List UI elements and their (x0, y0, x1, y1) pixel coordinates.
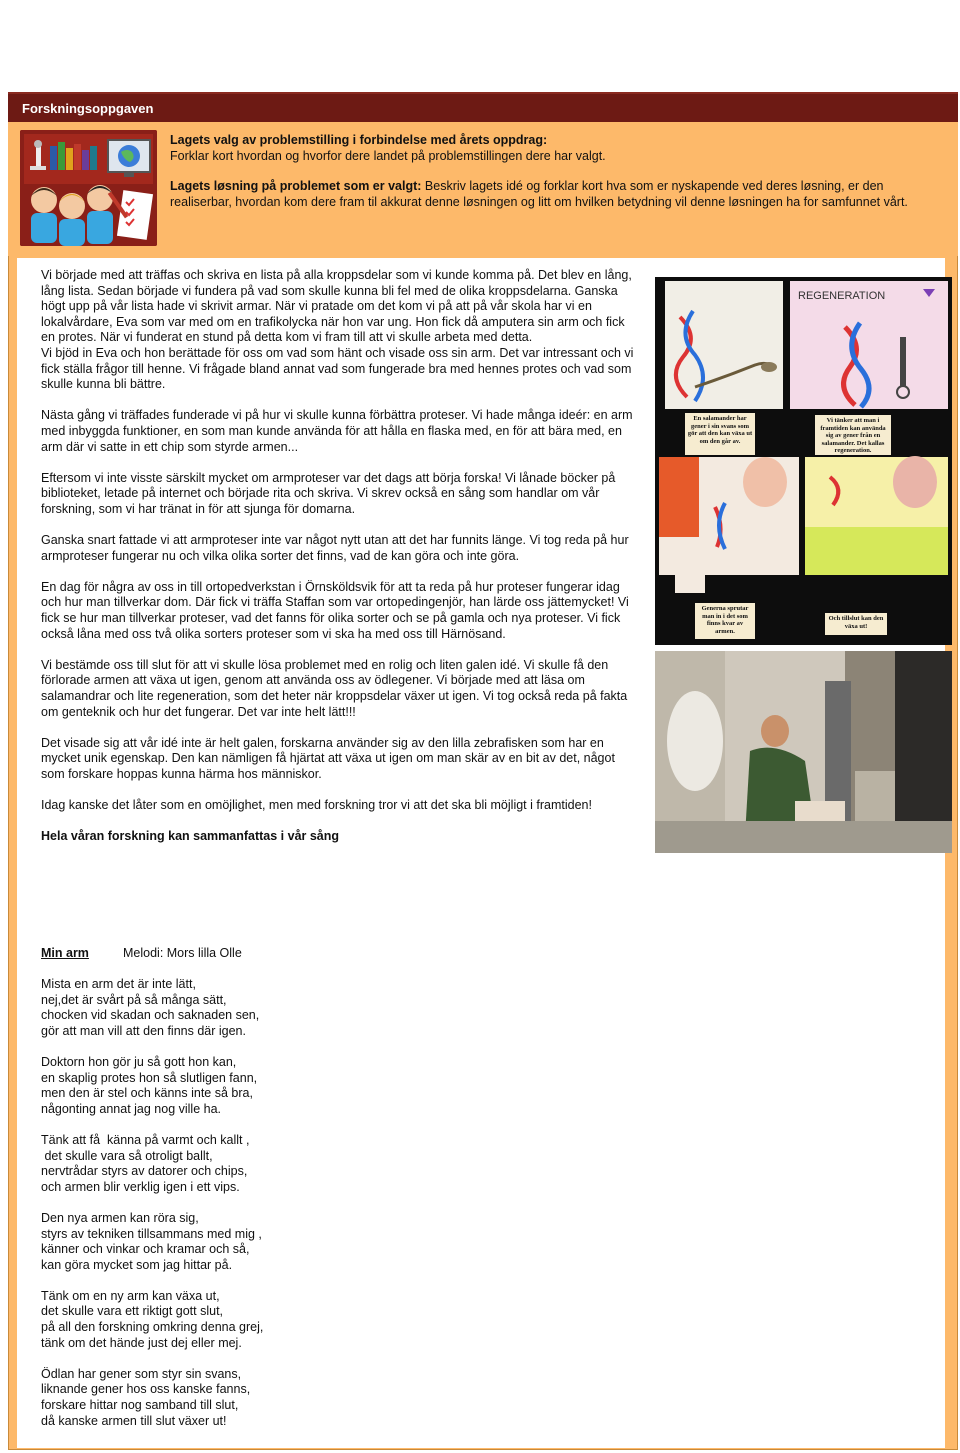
poem-title: Min arm (41, 946, 89, 960)
globe-monitor-icon (108, 140, 150, 177)
poem-line: forskare hittar nog samband till slut, (41, 1398, 239, 1413)
poem (41, 977, 441, 1445)
poem-line: gör att man vill att den finns där igen. (41, 1023, 246, 1038)
poem-stanza (41, 1133, 441, 1195)
note-salamander: En salamander har gener i sin svans som gör att den kan växa ut om den går av. (685, 413, 755, 455)
note-genes: Generna sprutar man in i det som finns kvar av armen. (695, 603, 755, 639)
poem-line: Den nya armen kan röra sig, (41, 1210, 199, 1225)
header-text (170, 133, 948, 210)
poem-line: chocken vid skadan och saknaden sen, (41, 1008, 260, 1023)
regeneration-heading: REGENERATION (798, 290, 886, 302)
solution-description: Beskriv lagets idé og forklar kort hva som er nyskapende ved deres løsning, er den realiserbar, hvordan kom dere fram til akkurat denne løsningen og litt om hvilken betydning vil denne løsningen ha for samfunnet vårt. (170, 179, 908, 209)
poem-stanza (41, 1211, 441, 1273)
kids-icon (31, 185, 113, 246)
problem-label: Lagets valg av problemstilling i forbindelse med årets oppdrag: (170, 133, 548, 147)
workshop-photo-image (655, 651, 952, 853)
poem-line: Doktorn hon gör ju så gott hon kan, (41, 1054, 237, 1069)
drawings-collage-image (655, 277, 952, 645)
poem-line: liknande gener hos oss kanske fanns, (41, 1382, 251, 1397)
poem-line: på all den forskning omkring denna grej, (41, 1320, 264, 1335)
poem-line: kan göra mycket som jag hittar på. (41, 1257, 233, 1272)
paragraph: Nästa gång vi träffades funderade vi på hur vi skulle kunna förbättra proteser. Vi hade många ideér: en arm med inbyggda funktioner, en som man kunde använda för att hålla en flaska med, en för att bära med, en arm där vi satte in ett chip som styrde armen... (41, 408, 633, 454)
poem-line: styrs av tekniken tillsammans med mig , (41, 1226, 262, 1241)
poem-line: nej,det är svårt på så många sätt, (41, 992, 227, 1007)
poem-stanza (41, 1289, 441, 1351)
solution-label: Lagets løsning på problemet som er valgt: (170, 179, 422, 193)
poem-line: Ödlan har gener som styr sin svans, (41, 1366, 242, 1381)
paragraph: Vi började med att träffas och skriva en lista på alla kroppsdelar som vi kunde komma på. Det blev en lång, lång lista. Sedan började vi fundera på vad som skulle kunna bli fel med de olika kroppsdelarna. Ganska högt upp på vår lista hade vi skrivit armar. När vi pratade om det kom vi på att på vår skola har vi en lokalvårdare, Eva som var med om en trafikolycka när hon var ung. Hon fick då amputera sin arm och fick en protes. När vi funderat en stund på detta kom vi fram till att vi skulle arbeta med detta. (41, 268, 632, 345)
poem-melody: Melodi: Mors lilla Olle (123, 946, 242, 960)
paragraph: Idag kanske det låter som en omöjlighet, men med forskning tror vi att det ska bli möjligt i framtiden! (41, 798, 592, 813)
poem-line: någonting annat jag nog ville ha. (41, 1101, 222, 1116)
section-title: Forskningsoppgaven (22, 101, 154, 116)
poem-line: en skaplig protes hon så slutligen fann, (41, 1070, 258, 1085)
poem-line: nervtrådar styrs av datorer och chips, (41, 1164, 248, 1179)
research-illustration-icon (20, 130, 157, 246)
workshop-photo (655, 651, 952, 853)
research-illustration (20, 130, 157, 246)
poem-line: då kanske armen till slut växer ut! (41, 1413, 227, 1428)
paragraph: Vi bjöd in Eva och hon berättade för oss om vad som hänt och visade oss sin arm. Det var intressant och vi fick ställa frågor till henne. Vi frågade bland annat vad som fungerade bra med hennes protes och vad som skulle kunna bli bättre. (41, 345, 634, 392)
note-future: Vi tänker att man i framtiden kan använda sig av gener från en salamander. Det kallas regeneration. (815, 415, 891, 455)
section-titlebar (8, 92, 958, 122)
body-text (41, 268, 641, 861)
poem-line: men den är stel och känns inte så bra, (41, 1086, 253, 1101)
summary-line: Hela våran forskning kan sammanfattas i vår sång (41, 829, 340, 844)
paragraph: En dag för några av oss in till ortopedverkstan i Örnsköldsvik för att ta reda på hur proteser fungerar idag och hur man tillverkar dom. Där fick vi träffa Staffan som var ortopedingenjör, han lärde oss jättemycket! Vi fick se hur man tillverkar proteser, vad det fanns för olika sorter och se på gamla och nya proteser. Vi fick också låna med oss två olika sorters proteser som vi ska ha med oss till Härnösand. (41, 579, 629, 641)
paragraph: Eftersom vi inte visste särskilt mycket om armproteser var det dags att börja forska! Vi lånade böcker på biblioteket, letade på internet och började rita och skriva. Vi skrev också en sång som handlar om vår forskning, som vi har tränat in för att sjunga för domarna. (41, 470, 616, 516)
drawings-collage (655, 277, 952, 645)
poem-line: Tänk om en ny arm kan växa ut, (41, 1288, 220, 1303)
poem-line: känner och vinkar och kramar och så, (41, 1242, 250, 1257)
poem-stanza (41, 1055, 441, 1117)
poem-line: Mista en arm det är inte lätt, (41, 977, 196, 991)
poem-line: det skulle vara ett riktigt gott slut, (41, 1304, 224, 1319)
poem-line: det skulle vara så otroligt ballt, (41, 1148, 213, 1163)
paragraph: Ganska snart fattade vi att armproteser inte var något nytt utan att det har funnits länge. Vi tog reda på hur armproteser fungerar nu och vilka olika sorter det finns, vad de kan göra och inte göra. (41, 533, 629, 563)
poem-line: och armen blir verklig igen i ett vips. (41, 1179, 240, 1194)
paragraph: Det visade sig att vår idé inte är helt galen, forskarna använder sig av den lilla zebrafisken som har en mycket unik egenskap. Den kan nämligen få hjärtat att växa ut igen om man skär av en bit av det, något som forskare hoppas kunna härma hos människor. (41, 735, 615, 781)
note-grow: Och tillslut kan den växa ut! (825, 613, 887, 635)
paragraph: Vi bestämde oss till slut för att vi skulle lösa problemet med en rolig och liten galen idé. Vi skulle få den förlorade armen att växa ut igen, genom att använda oss av ödlegener. Vi började med att läsa om salamandrar och lite regeneration, som det heter när kroppsdelar växer ut igen. Vi tog också reda på fakta om genteknik och hur det fungerar. Det var inte helt lätt!!! (41, 657, 628, 719)
poem-stanza (41, 977, 441, 1039)
problem-description: Forklar kort hvordan og hvorfor dere landet på problemstillingen dere har valgt. (170, 148, 606, 163)
poem-stanza (41, 1367, 441, 1429)
poem-line: Tänk att få känna på varmt och kallt , (41, 1132, 250, 1147)
poem-line: tänk om det hände just dej eller mej. (41, 1335, 242, 1350)
poem-header (41, 945, 242, 961)
